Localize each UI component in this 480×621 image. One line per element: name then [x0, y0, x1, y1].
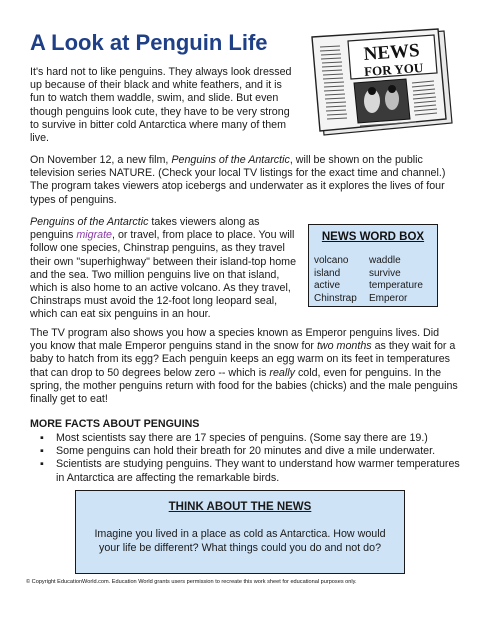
- think-about-the-news-box: [75, 490, 405, 574]
- para2-before: On November 12, a new film,: [30, 154, 172, 166]
- word-box-title: NEWS WORD BOX: [321, 231, 425, 243]
- two-months: two months: [316, 340, 372, 353]
- more-facts-heading: MORE FACTS ABOUT PENGUINS: [30, 418, 200, 430]
- word-box-word: temperature: [369, 280, 423, 291]
- para4-part-c: cold, even for penguins. In the spring, the mother penguins return with food for the babies (chicks) and the male penguins finally get to eat!: [30, 366, 458, 406]
- word-box-word: survive: [369, 267, 401, 279]
- newspaper-front-page: [312, 29, 446, 131]
- copyright-notice: © Copyright EducationWorld.com. Education World grants users permission to recreate this work sheet for educational purposes only.: [26, 579, 357, 585]
- fact-text: Most scientists say there are 17 species of penguins. (Some say there are 19.): [56, 432, 428, 444]
- para4-part-a: The TV program also shows you how a species known as Emperor penguins lives. Did you know that male Emperor penguins stand in the snow for: [30, 327, 440, 353]
- word-box-word: island: [314, 267, 341, 279]
- facts-list: [40, 432, 460, 485]
- film-announcement-paragraph: [30, 154, 455, 207]
- list-item: [40, 432, 460, 445]
- news-headline-line1: NEWS: [362, 40, 421, 65]
- film-title-2: Penguins of the Antarctic: [30, 216, 149, 228]
- bullet-icon: ▪: [40, 432, 44, 444]
- para4-part-b: as they wait for a baby to hatch from its egg? Each penguin keeps an egg warm on its feet in temperatures that can drop to 50 degrees below zero -- which is: [30, 340, 456, 379]
- page-title: A Look at Penguin Life: [30, 30, 268, 55]
- list-item: [40, 458, 460, 484]
- bullet-icon: ▪: [40, 445, 44, 458]
- news-word-box: [308, 224, 438, 307]
- bullet-icon: ▪: [40, 458, 44, 471]
- fact-text: Some penguins can hold their breath for 20 minutes and dive a mile underwater.: [56, 445, 436, 458]
- para3-part1: takes viewers along as penguins: [30, 216, 260, 242]
- word-box-word: Chinstrap: [314, 292, 357, 304]
- news-headline-line2: FOR YOU: [363, 59, 424, 80]
- migrate-word: migrate: [76, 229, 112, 242]
- intro-paragraph: It's hard not to like penguins. They always look dressed up because of their black and white feathers, and it is fun to watch them waddle, swim, and slide. But even though penguins look cute, they have to be very strong to survive in bitter cold Antarctica where many of them live.: [30, 66, 292, 145]
- newspaper-illustration: [306, 27, 456, 139]
- really-word: really: [269, 366, 295, 379]
- word-box-word: Emperor: [369, 292, 408, 304]
- para2-after: , will be shown on the public television series NATURE. (Check your local TV listings for the exact time and channel.) The program takes viewers atop icebergs and underwater as it explores the lives of four types of penguins.: [30, 154, 446, 206]
- para3-part2: , or travel, from place to place. You will follow one species, Chinstrap penguins, as they travel their own "superhighway" between their island-top home and the sea. Two million penguins live on that island, which is also home to an active volcano. As they travel, Chinstraps must avoid the 12-foot long leopard seal, which can eat six penguins in an hour.: [30, 229, 297, 321]
- emperor-paragraph: [30, 327, 458, 406]
- chinstrap-paragraph: [30, 216, 298, 322]
- list-item: [40, 445, 460, 458]
- film-title: Penguins of the Antarctic: [171, 154, 290, 166]
- think-box-title: THINK ABOUT THE NEWS: [168, 501, 312, 513]
- word-box-word: volcano: [314, 255, 349, 266]
- fact-text: Scientists are studying penguins. They want to understand how warmer temperatures in Antarctica are affecting the remarkable birds.: [56, 458, 460, 484]
- word-box-word: waddle: [369, 255, 401, 266]
- think-box-text: Imagine you lived in a place as cold as Antarctica. How would your life be different? What things could you do and not do?: [94, 528, 386, 554]
- word-box-word: active: [314, 280, 341, 291]
